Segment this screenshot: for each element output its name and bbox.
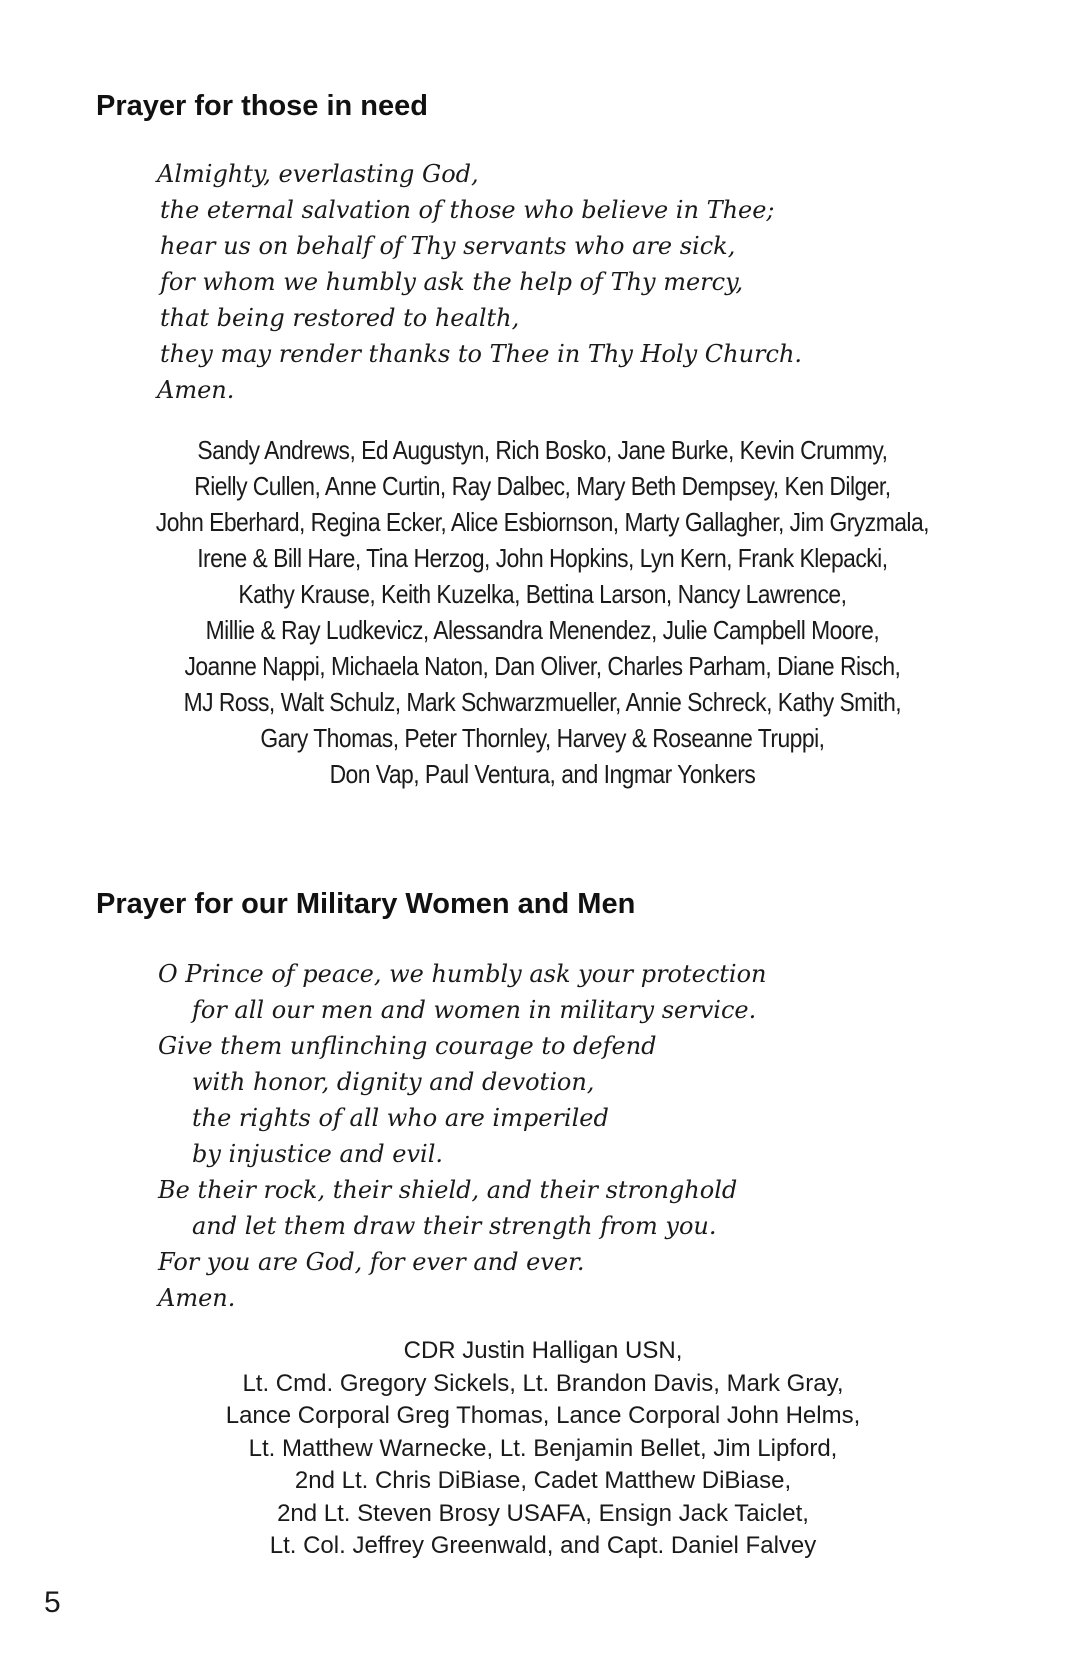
names-line: Rielly Cullen, Anne Curtin, Ray Dalbec, Mary Beth Dempsey, Ken Dilger, bbox=[194, 471, 891, 501]
prayer-amen: Amen. bbox=[157, 376, 235, 404]
prayer-line: for whom we humbly ask the help of Thy mercy, bbox=[160, 268, 744, 296]
section-heading-prayer-for-military: Prayer for our Military Women and Men bbox=[96, 888, 636, 920]
prayer-for-those-in-need-text bbox=[157, 156, 803, 408]
names-line: 2nd Lt. Chris DiBiase, Cadet Matthew DiBiase, bbox=[294, 1467, 792, 1494]
prayer-line: by injustice and evil. bbox=[192, 1140, 443, 1168]
prayer-line: Be their rock, their shield, and their stronghold bbox=[158, 1176, 738, 1204]
prayer-line: Almighty, everlasting God, bbox=[157, 160, 479, 188]
names-line: John Eberhard, Regina Ecker, Alice Esbiornson, Marty Gallagher, Jim Gryzmala, bbox=[155, 507, 930, 537]
prayer-line: Give them unflinching courage to defend bbox=[158, 1032, 657, 1060]
prayer-line: they may render thanks to Thee in Thy Holy Church. bbox=[160, 340, 803, 368]
prayer-line: hear us on behalf of Thy servants who are sick, bbox=[160, 232, 736, 260]
prayer-line: For you are God, for ever and ever. bbox=[158, 1248, 585, 1276]
names-line: Don Vap, Paul Ventura, and Ingmar Yonkers bbox=[329, 759, 756, 789]
prayer-line: and let them draw their strength from you. bbox=[192, 1212, 717, 1240]
prayer-line: the rights of all who are imperiled bbox=[192, 1104, 609, 1132]
names-list-those-in-need bbox=[65, 432, 1021, 792]
names-line: Sandy Andrews, Ed Augustyn, Rich Bosko, Jane Burke, Kevin Crummy, bbox=[197, 435, 888, 465]
prayer-line: that being restored to health, bbox=[160, 304, 520, 332]
names-line: Lt. Cmd. Gregory Sickels, Lt. Brandon Davis, Mark Gray, bbox=[242, 1369, 844, 1397]
names-line: CDR Justin Halligan USN, bbox=[403, 1337, 683, 1364]
prayer-for-military-text bbox=[158, 956, 767, 1316]
page-number: 5 bbox=[44, 1586, 61, 1619]
names-line: 2nd Lt. Steven Brosy USAFA, Ensign Jack Taiclet, bbox=[277, 1499, 809, 1527]
names-line: Lt. Col. Jeffrey Greenwald, and Capt. Daniel Falvey bbox=[269, 1532, 817, 1559]
names-line: Irene & Bill Hare, Tina Herzog, John Hopkins, Lyn Kern, Frank Klepacki, bbox=[197, 543, 888, 573]
names-line: MJ Ross, Walt Schulz, Mark Schwarzmueller, Annie Schreck, Kathy Smith, bbox=[183, 687, 902, 717]
names-line: Millie & Ray Ludkevicz, Alessandra Menendez, Julie Campbell Moore, bbox=[205, 615, 880, 645]
prayer-amen: Amen. bbox=[158, 1284, 236, 1312]
prayer-line: with honor, dignity and devotion, bbox=[192, 1068, 595, 1096]
names-list-military bbox=[0, 1335, 1086, 1563]
names-line: Joanne Nappi, Michaela Naton, Dan Oliver, Charles Parham, Diane Risch, bbox=[184, 651, 901, 681]
names-line: Lt. Matthew Warnecke, Lt. Benjamin Bellet, Jim Lipford, bbox=[248, 1434, 838, 1462]
prayer-line: for all our men and women in military service. bbox=[192, 996, 757, 1024]
section-heading-prayer-for-those-in-need: Prayer for those in need bbox=[96, 90, 428, 122]
names-line: Kathy Krause, Keith Kuzelka, Bettina Larson, Nancy Lawrence, bbox=[238, 579, 847, 609]
names-line: Gary Thomas, Peter Thornley, Harvey & Roseanne Truppi, bbox=[260, 723, 825, 753]
prayer-line: O Prince of peace, we humbly ask your protection bbox=[158, 960, 767, 988]
prayer-line: the eternal salvation of those who believe in Thee; bbox=[160, 196, 775, 224]
names-line: Lance Corporal Greg Thomas, Lance Corporal John Helms, bbox=[225, 1402, 861, 1429]
